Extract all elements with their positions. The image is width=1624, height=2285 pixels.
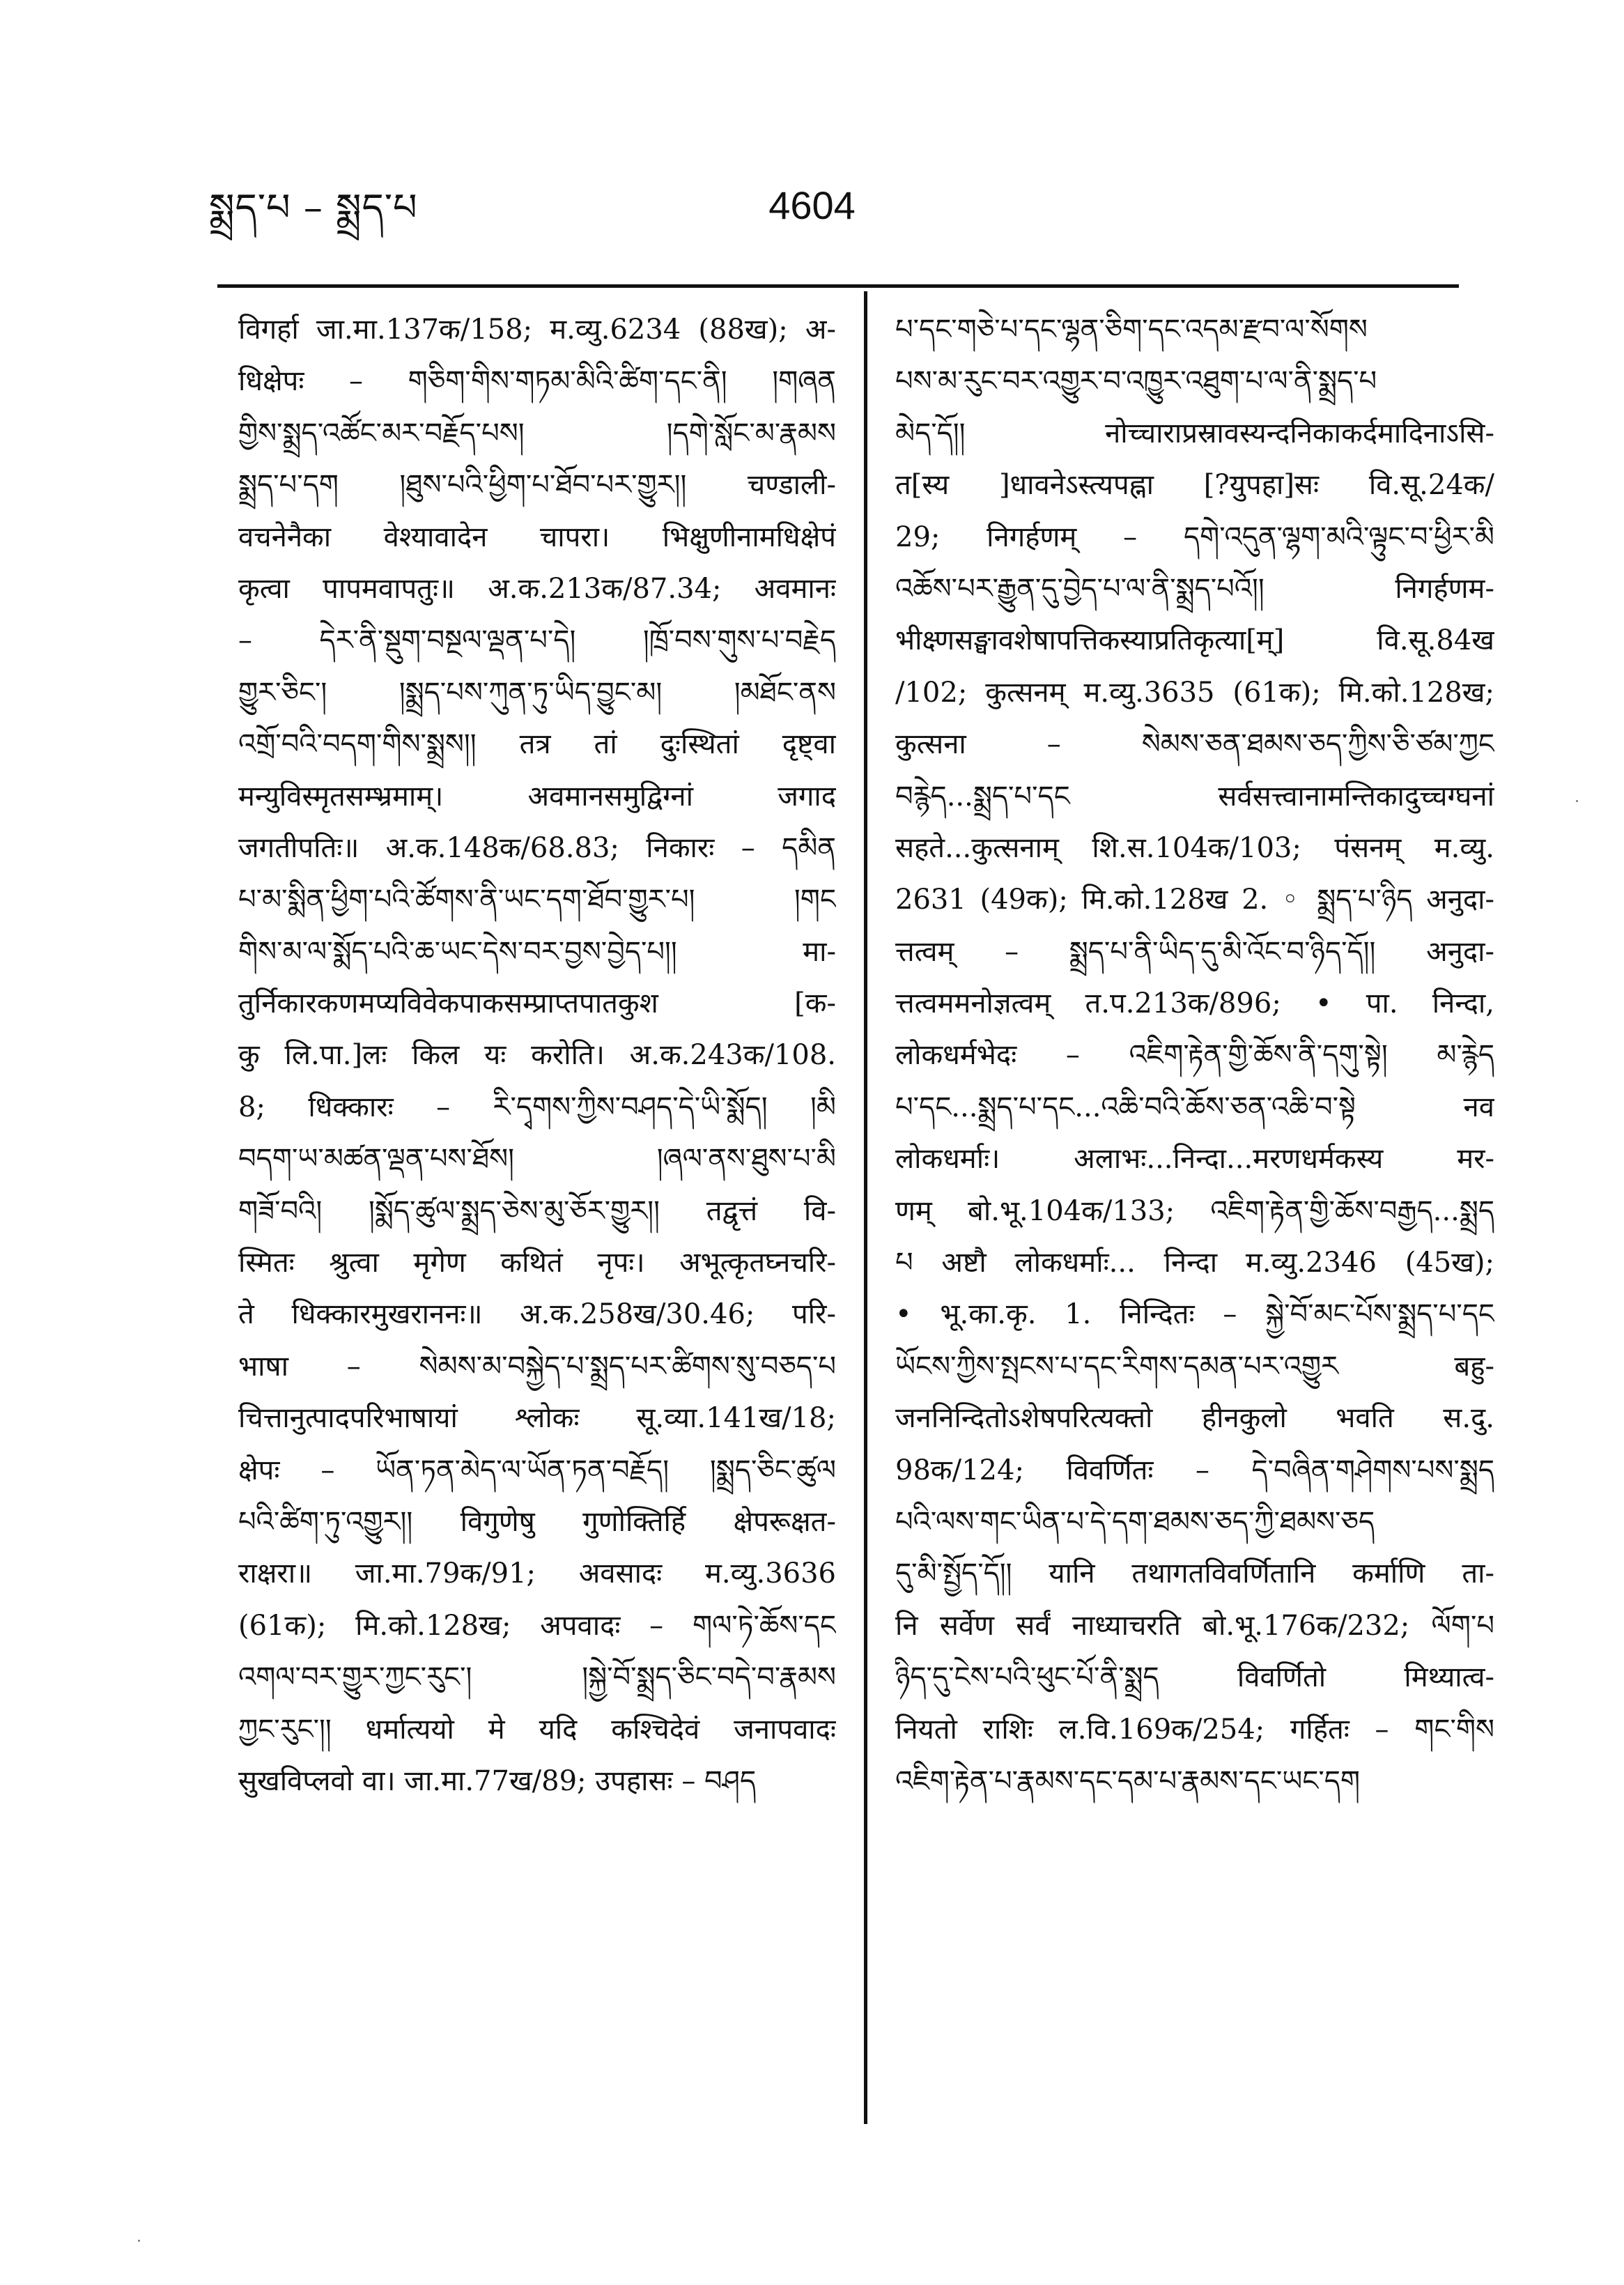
text-line: त[स्य ]धावनेऽस्त्यपह्ना [?युपहा]सः वि.सू.24क/ [895, 469, 1494, 502]
right-column [895, 304, 1494, 2130]
text-line: བརྙེད...སྨྲད་པ་དང सर्वसत्त्वानामन्तिकादुच्चग्घनां [895, 780, 1494, 813]
left-column [238, 304, 836, 2130]
text-line: པའི་ལས་གང་ཡིན་པ་དེ་དག་ཐམས་ཅད་ཀྱི་ཐམས་ཅད [895, 1505, 1375, 1538]
text-line: वचनेनैका वेश्यावादेन चापरा। भिक्षुणीनामधिक्षेपं [238, 521, 836, 553]
text-line: སྨྲད་པ་དག །ཐུས་པའི་ཕྱིག་པ་ཐོབ་པར་གྱུར།། चण्डाली- [238, 469, 836, 502]
text-line: भीक्ष्णसङ्घावशेषापत्तिकस्याप्रतिकृत्या[म्] वि.सू.84ख [895, 624, 1494, 657]
text-line: མེད་དོ།། नोच्चाराप्रस्रावस्यन्दनिकाकर्दमादिनाऽसि- [895, 417, 1494, 449]
page-number: 4604 [768, 183, 856, 227]
text-line: གཟོ་བའི། །སྨོད་ཚུལ་སྨྲད་ཅེས་མུ་ཅོར་གྱུར།། तद्वृत्तं वि- [238, 1194, 836, 1227]
text-line: नि सर्वेण सर्वं नाध्याचरति बो.भू.176क/232; ལོག་པ [895, 1609, 1494, 1642]
text-line: གྱུར་ཅིང་། །སྨྲད་པས་ཀུན་ཏུ་ཡིད་བྱུང་མ། །མཐོང་ནས [238, 676, 836, 709]
text-line: – དེར་ནི་སྡུག་བསྔལ་ལྡན་པ་དེ། །ཁྲོ་བས་གུས་པ་བརྗེད [238, 624, 836, 657]
running-head: སྨྲད་པ – སྨྲད་པ [209, 185, 418, 229]
header-rule [217, 284, 1459, 288]
text-line: लोकधर्माः। अलाभः...निन्दा...मरणधर्मकस्य मर- [895, 1143, 1494, 1176]
text-line: པ་དང་གཅེ་པ་དང་ལྷན་ཅིག་དང་འདམ་རྫབ་ལ་སོགས [895, 314, 1368, 346]
text-line: འགལ་བར་གྱུར་ཀྱང་རུང་། །སྐྱེ་བོ་སྨྲད་ཅིང་བདེ་བ་རྣམས [238, 1661, 836, 1694]
column-divider [864, 291, 867, 2124]
text-line: འགྲོ་བའི་བདག་གིས་སྨྲས།། तत्र तां दुःस्थितां दृष्ट्वा [238, 728, 836, 761]
text-line: དུ་མི་སྤྱོད་དོ།། यानि तथागतविवर्णितानि कर्माणि ता- [895, 1557, 1494, 1590]
text-line: གྱིས་སྨྲད་འཚོང་མར་བརྗོད་པས། །དགེ་སློང་མ་རྣམས [238, 417, 836, 449]
text-line: त्तत्वममनोज्ञत्वम् त.प.213क/896; • पा. निन्दा, [895, 987, 1494, 1020]
text-line: धिक्षेपः – གཅིག་གིས་གཏམ་མིའི་ཚིག་དང་ནི། །གཞན [238, 365, 836, 398]
text-line: བདག་ཡ་མཚན་ལྡན་པས་ཐོས། །ཞལ་ནས་ཐུས་པ་མི [238, 1143, 836, 1176]
text-line: འཆོས་པར་རྒྱུན་དུ་བྱེད་པ་ལ་ནི་སྨྲད་པའོ།། निगर्हणम- [895, 572, 1494, 605]
text-line: /102; कुत्सनम् म.व्यु.3635 (61क); मि.को.128ख; [895, 676, 1494, 709]
text-line: • भू.का.कृ. 1. निन्दितः – སྐྱེ་བོ་མང་པོས་སྨྲད་པ་དང [895, 1298, 1494, 1331]
text-line: 8; धिक्कारः – རི་དྭགས་ཀྱིས་བཤད་དེ་ཡི་སྨོད། །མི [238, 1091, 836, 1123]
text-line: जगतीपतिः॥ अ.क.148क/68.83; निकारः – དམིན [238, 831, 836, 864]
text-line: क्षेपः – ཡོན་ཏན་མེད་ལ་ཡོན་ཏན་བརྗོད། །སྨྲད་ཅིང་ཚུལ [238, 1454, 836, 1486]
text-line: भाषा – སེམས་མ་བསྐྱེད་པ་སྨྲད་པར་ཚིགས་སུ་བཅད་པ [238, 1350, 836, 1383]
scan-speck [138, 2240, 140, 2242]
text-line: 29; निगर्हणम् – དགེ་འདུན་ལྷག་མའི་ལྟུང་བ་ཕྱིར་མི [895, 521, 1494, 553]
text-line: པས་མ་རུང་བར་འགྱུར་བ་འཁྱུར་འཐུག་པ་ལ་ནི་སྨྲད་པ [895, 365, 1377, 398]
text-line: जननिन्दितोऽशेषपरित्यक्तो हीनकुलो भवति स.दु. [895, 1402, 1494, 1435]
text-line: ते धिक्कारमुखराननः॥ अ.क.258ख/30.46; परि- [238, 1298, 836, 1331]
text-line: विगर्हा जा.मा.137क/158; म.व्यु.6234 (88ख); अ- [238, 314, 836, 346]
text-line: ཀྱང་རུང་།། धर्मात्ययो मे यदि कश्चिदेवं जनापवादः [238, 1713, 836, 1746]
text-line: ཉིད་དུ་ངེས་པའི་ཕུང་པོ་ནི་སྨྲད विवर्णितो मिथ्यात्व- [895, 1661, 1494, 1694]
text-line: 2631 (49क); मि.को.128ख 2. ◦ སྨྲད་པ་ཉིད अनुदा- [895, 884, 1494, 916]
text-line: सहते...कुत्सनाम् शि.स.104क/103; पंसनम् म.व्यु. [895, 831, 1494, 864]
text-line: राक्षरा॥ जा.मा.79क/91; अवसादः म.व्यु.3636 [238, 1557, 836, 1590]
text-line: तुर्निकारकणमप्यविवेकपाकसम्प्राप्तपातकुश [क- [238, 987, 836, 1020]
text-line: णम् बो.भू.104क/133; འཇིག་རྟེན་གྱི་ཆོས་བརྒྱད...སྨྲད [895, 1194, 1494, 1227]
text-line: གིས་མ་ལ་སྨོད་པའི་ཆ་ཡང་དེས་བར་བྱས་བྱེད་པ།། मा- [238, 935, 836, 968]
text-line: འཇིག་རྟེན་པ་རྣམས་དང་དམ་པ་རྣམས་དང་ཡང་དག [895, 1764, 1361, 1797]
text-line: सुखविप्लवो वा। जा.मा.77ख/89; उपहासः – བཤད [238, 1764, 757, 1797]
text-line: 98क/124; विवर्णितः – དེ་བཞིན་གཤེགས་པས་སྨྲད [895, 1454, 1494, 1486]
text-line: པ་དང...སྨྲད་པ་དང...འཆི་བའི་ཆོས་ཅན་འཆི་བ་སྟེ नव [895, 1091, 1494, 1123]
text-line: लोकधर्मभेदः – འཇིག་རྟེན་གྱི་ཆོས་ནི་དགུ་སྟེ། མ་རྙེད [895, 1039, 1494, 1072]
text-line: त्तत्वम् – སྨྲད་པ་ནི་ཡིད་དུ་མི་འོང་བ་ཉིད་དོ།། अनुदा- [895, 935, 1494, 968]
text-line: मन्युविस्मृतसम्भ्रमाम्। अवमानसमुद्विग्नां जगाद [238, 780, 836, 813]
text-line: कृत्वा पापमवापतुः॥ अ.क.213क/87.34; अवमानः [238, 572, 836, 605]
text-line: པ་མ་སྨིན་ཕྱིག་པའི་ཚོགས་ནི་ཡང་དག་ཐོབ་གྱུར་པ། །གང [238, 884, 836, 916]
text-line: པ अष्टौ लोकधर्माः... निन्दा म.व्यु.2346 (45ख); [895, 1247, 1494, 1279]
scan-speck [1576, 800, 1578, 802]
text-line: नियतो राशिः ल.वि.169क/254; गर्हितः – གང་གིས [895, 1713, 1494, 1746]
text-line: ཡོངས་ཀྱིས་སྤངས་པ་དང་རིགས་དམན་པར་འགྱུར बहु- [895, 1350, 1494, 1383]
text-line: པའི་ཚིག་ཏུ་འགྱུར།། विगुणेषु गुणोक्तिर्हि क्षेपरूक्षत- [238, 1505, 836, 1538]
text-line: कु लि.पा.]लः किल यः करोति। अ.क.243क/108. [238, 1039, 836, 1072]
text-line: चित्तानुत्पादपरिभाषायां श्लोकः सू.व्या.141ख/18; [238, 1402, 836, 1435]
text-line: स्मितः श्रुत्वा मृगेण कथितं नृपः। अभूत्कृतघ्नचरि- [238, 1247, 836, 1279]
text-line: कुत्सना – སེམས་ཅན་ཐམས་ཅད་ཀྱིས་ཅི་ཙམ་ཀྱང [895, 728, 1494, 761]
text-line: (61क); मि.को.128ख; अपवादः – གལ་ཏེ་ཆོས་དང [238, 1609, 836, 1642]
